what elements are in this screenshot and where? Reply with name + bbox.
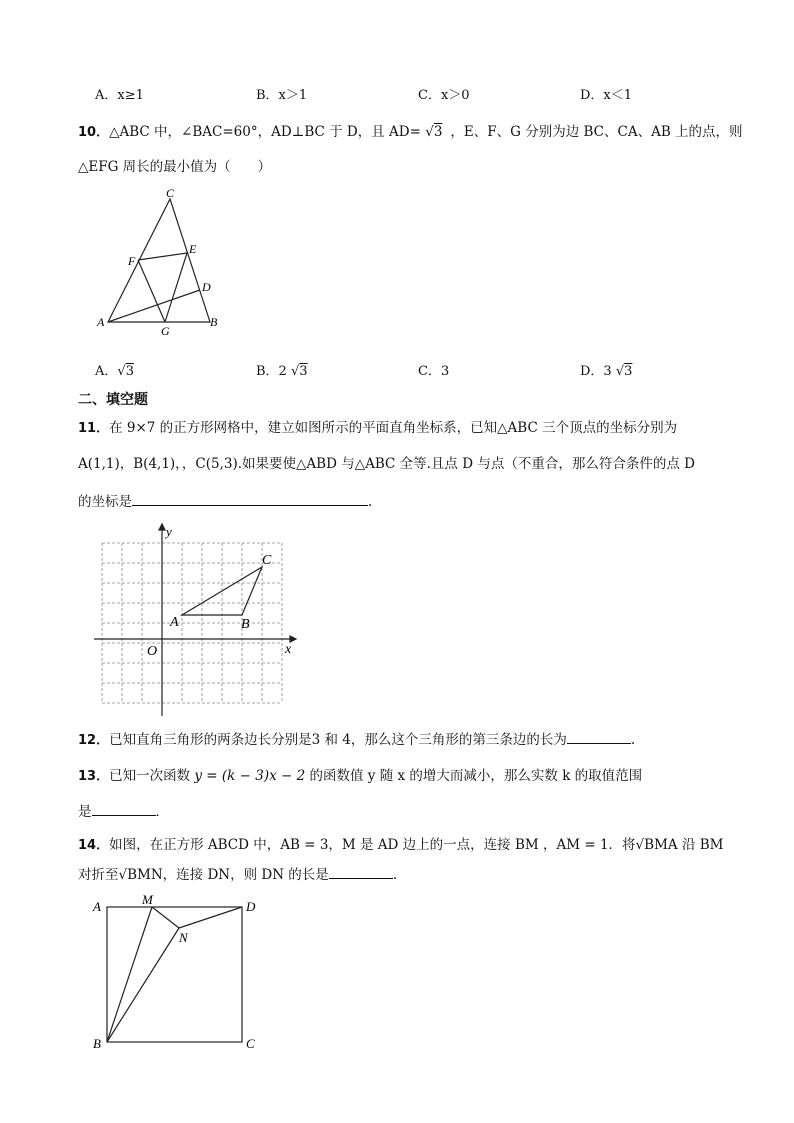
q14-label-a: A [93,899,101,914]
q14-label-b: B [93,1036,101,1051]
q11-text1: 在 9×7 的正方形网格中，建立如图所示的平面直角坐标系，已知△ABC 三个顶点的坐标分别为 [109,420,678,436]
q11-answer-blank[interactable] [132,491,368,506]
q10-triangle-figure [90,185,230,340]
q10-option-c: C．3 [418,364,450,379]
q12-number: 12． [78,733,110,748]
q10-option-d: D．3 √3 [580,364,633,379]
q11-line3: 的坐标是 . [78,490,372,510]
q10-segment-fe [138,253,187,260]
q14-segment-mn [152,907,179,928]
q12-line: 12．已知直角三角形的两条边长分别是3 和 4，那么这个三角形的第三条边的长为 . [78,728,635,748]
q10-label-g: G [161,324,170,338]
q10-triangle-abc [108,199,210,322]
q13-line1: 13．已知一次函数 y = (k − 3)x − 2 的函数值 y 随 x 的增大而减小，那么实数 k 的取值范围 [78,768,643,784]
q11-y-arrow [159,524,165,530]
q13-number: 13． [78,769,110,784]
q14-square-figure [90,890,270,1055]
q13-formula: y = (k − 3)x − 2 [194,768,306,784]
q10-line1 [78,120,743,140]
q10-label-b: B [210,315,218,329]
q13-answer-blank[interactable] [92,801,156,816]
q10-option-b: B．2 √3 [256,364,308,379]
q11-label-b: B [241,617,250,632]
q11-line1 [78,416,677,436]
q10-option-a: A．√3 [95,364,134,379]
q10-segment-eg [165,253,187,322]
q14-label-d: D [246,899,256,914]
q14-number: 14． [78,838,110,853]
q14-segment-bn [107,928,179,1042]
q11-grid-figure [90,520,305,720]
q14-segment-bm [107,907,152,1042]
q11-label-a: A [170,615,179,630]
q12-answer-blank[interactable] [567,729,631,744]
q9-option-a: A．x≥1 [95,88,144,103]
q13-line2: 是 ． [78,800,169,820]
q14-line2: 对折至√BMN，连接 DN，则 DN 的长是 ． [78,863,406,883]
q10-segment-fg [138,260,165,322]
q10-line2: △EFG 周长的最小值为（ ） [78,159,272,175]
q10-label-c: C [166,186,175,200]
q14-square-abcd [107,907,242,1042]
section-fill-in-title: 二、填空题 [78,392,148,408]
q11-line2: A(1,1)，B(4,1)，，C(5,3).如果要使△ABD 与△ABC 全等.且点 D 与点（不重合，那么符合条件的点 D [78,456,695,472]
q14-label-m: M [142,892,153,907]
q11-label-x: x [285,642,292,657]
q14-segment-nd [179,907,242,928]
q11-label-y: y [166,524,172,539]
q14-line1: 14．如图，在正方形 ABCD 中，AB = 3，M 是 AD 边上的一点，连接 BM ，AM = 1．将√BMA 沿 BM [78,837,724,853]
q9-option-c: C．x＞0 [418,88,470,103]
q10-sqrt: √3 [425,124,443,140]
q14-answer-blank[interactable] [329,864,393,879]
q10-label-f: F [128,254,136,268]
q11-label-o: O [147,644,158,659]
q11-number: 11． [78,421,110,436]
q10-label-d: D [202,280,211,294]
q10-text-a: △ABC 中，∠BAC=60°，AD⊥BC 于 D，且 AD= [109,124,426,140]
q9-option-d: D．x＜1 [580,88,633,103]
q10-number: 10． [78,125,110,140]
q10-text-b: ，E、F、G 分别为边 BC、CA、AB 上的点，则 [450,124,743,140]
q11-label-c: C [262,553,272,568]
q14-label-n: N [179,930,188,945]
q10-label-e: E [189,242,197,256]
q14-label-c: C [246,1036,255,1051]
q9-option-b: B．x＞1 [256,88,308,103]
q10-label-a: A [97,315,105,329]
